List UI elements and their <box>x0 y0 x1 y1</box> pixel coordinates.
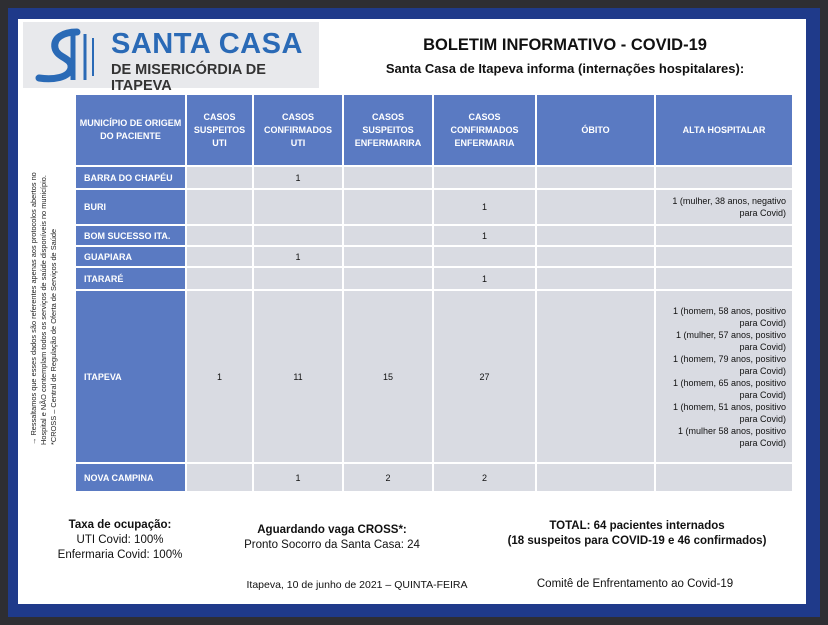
cell-obito <box>537 226 654 245</box>
side-note-line-2: Hospital e NÃO contemplam todos os serviços de saúde disponíveis no município. <box>39 175 48 445</box>
table-row <box>76 464 792 491</box>
table-header-row <box>76 95 792 165</box>
santa-casa-emblem-icon <box>33 28 103 84</box>
alta-entry: 1 (homem, 65 anos, positivo para Covid) <box>672 377 786 400</box>
logo-name: SANTA CASA <box>111 28 303 60</box>
total-line-1: TOTAL: 64 pacientes internados <box>549 520 725 532</box>
alta-entry: 1 (mulher, 57 anos, positivo para Covid) <box>675 329 786 352</box>
cell-confirmados-uti: 1 <box>254 247 342 266</box>
col-header-confirmados-enfermaria: CASOS CONFIRMADOS ENFERMARIA <box>434 95 535 165</box>
cell-confirmados-enfermaria: 1 <box>434 226 535 245</box>
cell-confirmados-uti: 11 <box>254 291 342 462</box>
cell-confirmados-enfermaria <box>434 167 535 188</box>
cell-confirmados-enfermaria: 27 <box>434 291 535 462</box>
cell-confirmados-uti <box>254 226 342 245</box>
cell-suspeitos-uti: 1 <box>187 291 252 462</box>
cell-confirmados-uti: 1 <box>254 167 342 188</box>
cell-obito <box>537 464 654 491</box>
occupancy-block <box>40 518 200 563</box>
table-row <box>76 226 792 245</box>
cell-suspeitos-enfermaria <box>344 190 432 224</box>
cell-confirmados-uti <box>254 268 342 289</box>
cell-alta-hospitalar <box>656 226 792 245</box>
cell-municipio: BURI <box>76 190 185 224</box>
table-row <box>76 247 792 266</box>
cell-municipio: ITARARÉ <box>76 268 185 289</box>
total-block <box>482 519 792 549</box>
cell-obito <box>537 291 654 462</box>
cell-suspeitos-enfermaria <box>344 247 432 266</box>
side-disclaimer <box>29 105 59 445</box>
col-header-confirmados-uti: CASOS CONFIRMADOS UTI <box>254 95 342 165</box>
alta-entry: 1 (homem, 79 anos, positivo para Covid) <box>672 353 786 376</box>
col-header-alta: ALTA HOSPITALAR <box>656 95 792 165</box>
logo-subname: DE MISERICÓRDIA DE ITAPEVA <box>111 62 266 94</box>
alta-entry: 1 (homem, 51 anos, positivo para Covid) <box>672 401 786 424</box>
cell-suspeitos-uti <box>187 464 252 491</box>
cell-suspeitos-enfermaria <box>344 167 432 188</box>
cell-suspeitos-enfermaria <box>344 268 432 289</box>
col-header-obito: ÓBITO <box>537 95 654 165</box>
cell-obito <box>537 167 654 188</box>
cell-suspeitos-uti <box>187 247 252 266</box>
date-line: Itapeva, 10 de junho de 2021 – QUINTA-FEIRA <box>246 579 468 591</box>
cell-suspeitos-uti <box>187 226 252 245</box>
cell-alta-hospitalar <box>656 268 792 289</box>
cell-suspeitos-enfermaria <box>344 226 432 245</box>
cross-block <box>222 523 442 553</box>
cell-alta-hospitalar <box>656 247 792 266</box>
table-row <box>76 190 792 224</box>
col-header-suspeitos-enfermaria: CASOS SUSPEITOS ENFERMARIRA <box>344 95 432 165</box>
bulletin-title: BOLETIM INFORMATIVO - COVID-19 <box>423 36 707 54</box>
cell-confirmados-enfermaria <box>434 247 535 266</box>
cell-municipio: BOM SUCESSO ITA. <box>76 226 185 245</box>
col-header-suspeitos-uti: CASOS SUSPEITOS UTI <box>187 95 252 165</box>
cell-confirmados-enfermaria: 1 <box>434 190 535 224</box>
table-row <box>76 167 792 188</box>
alta-entry: 1 (homem, 58 anos, positivo para Covid) <box>672 305 786 328</box>
table-row <box>76 268 792 289</box>
total-line-2: (18 suspeitos para COVID-19 e 46 confirmados) <box>507 535 767 547</box>
cross-value: Pronto Socorro da Santa Casa: 24 <box>244 539 420 551</box>
cell-suspeitos-uti <box>187 268 252 289</box>
cell-alta-hospitalar <box>656 291 792 462</box>
cell-alta-hospitalar <box>656 464 792 491</box>
cell-alta-hospitalar <box>656 167 792 188</box>
hospitalization-table <box>74 93 794 493</box>
cell-municipio: ITAPEVA <box>76 291 185 462</box>
committee-signature: Comitê de Enfrentamento ao Covid-19 <box>536 578 734 590</box>
col-header-municipio: MUNICÍPIO DE ORIGEM DO PACIENTE <box>76 95 185 165</box>
cell-obito <box>537 268 654 289</box>
alta-entry: 1 (mulher 58 anos, positivo para Covid) <box>677 425 786 448</box>
cell-municipio: BARRA DO CHAPÉU <box>76 167 185 188</box>
occupancy-uti: UTI Covid: 100% <box>76 534 164 546</box>
cell-confirmados-enfermaria: 1 <box>434 268 535 289</box>
bulletin-subtitle: Santa Casa de Itapeva informa (internações hospitalares): <box>385 61 745 76</box>
occupancy-heading: Taxa de ocupação: <box>68 519 172 531</box>
cell-municipio: GUAPIARA <box>76 247 185 266</box>
cell-obito <box>537 247 654 266</box>
cell-alta-hospitalar <box>656 190 792 224</box>
santa-casa-logo <box>23 22 319 94</box>
cell-obito <box>537 190 654 224</box>
side-note-line-1: → Ressaltamos que esses dados são referentes apenas aos protocolos abertos no <box>29 172 38 445</box>
cell-suspeitos-uti <box>187 167 252 188</box>
cross-heading: Aguardando vaga CROSS*: <box>257 524 407 536</box>
cell-suspeitos-enfermaria: 2 <box>344 464 432 491</box>
cell-confirmados-uti <box>254 190 342 224</box>
occupancy-enfermaria: Enfermaria Covid: 100% <box>57 549 183 561</box>
cell-confirmados-enfermaria: 2 <box>434 464 535 491</box>
side-note-line-3: *CROSS – Central de Regulação de Oferta de Serviços de Saúde <box>49 228 58 445</box>
alta-entry: 1 (mulher, 38 anos, negativo para Covid) <box>672 196 786 218</box>
cell-confirmados-uti: 1 <box>254 464 342 491</box>
cell-suspeitos-uti <box>187 190 252 224</box>
table-row <box>76 291 792 462</box>
cell-suspeitos-enfermaria: 15 <box>344 291 432 462</box>
cell-municipio: NOVA CAMPINA <box>76 464 185 491</box>
